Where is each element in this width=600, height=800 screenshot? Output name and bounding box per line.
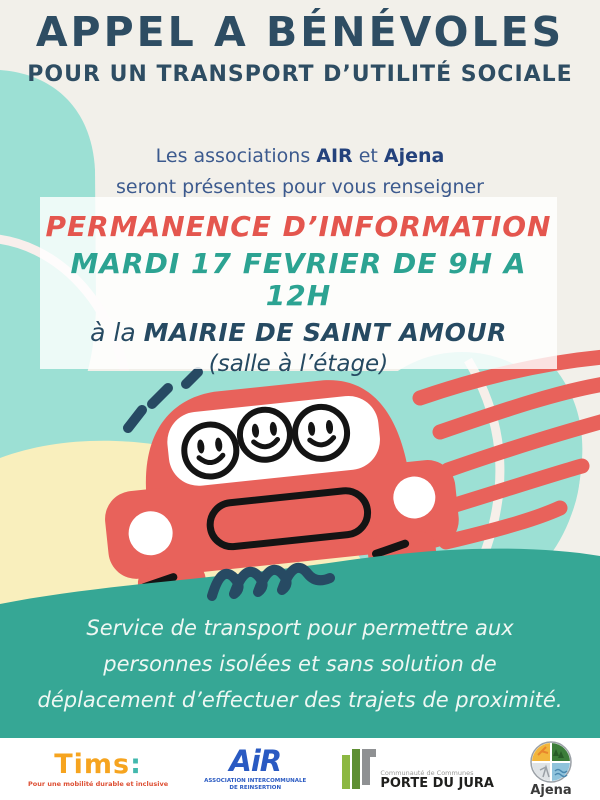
place-name: MAIRIE DE SAINT AMOUR [143,318,507,347]
intro-conjunction: et [352,145,384,167]
org-name-air: AIR [316,145,353,167]
smiley-face-icon [182,422,239,479]
air-tagline-line2: DE REINSERTION [229,785,282,791]
air-logo [204,746,306,792]
tims-dots-icon: : [130,748,142,780]
place-prefix: à la [90,318,144,347]
intro-line-2: seront présentes pour vous renseigner [115,176,484,198]
intro-prefix: Les associations [155,145,317,167]
air-tagline-line1: ASSOCIATION INTERCOMMUNALE [204,778,307,784]
tims-wordmark [54,748,142,780]
service-line-2: personnes isolées et sans solution de [103,652,497,676]
service-line-1: Service de transport pour permettre aux [86,616,514,640]
org-name-ajena: Ajena [383,145,445,167]
footer-logos [0,738,600,800]
porte-du-jura-text [380,769,494,791]
info-place [40,318,557,348]
pdj-name: PORTE DU JURA [380,776,494,791]
air-tagline [204,778,306,792]
tims-name: Tims [54,748,131,780]
tims-tagline: Pour une mobilité durable et inclusive [28,779,169,788]
smiley-face-icon [292,404,349,461]
tims-logo [28,748,169,788]
ajena-icon [530,741,572,783]
poster-subtitle: POUR UN TRANSPORT D’UTILITÉ SOCIALE [27,62,573,87]
intro-line-1 [0,141,600,172]
ajena-name: Ajena [530,783,572,798]
info-date: MARDI 17 FEVRIER DE 9H A 12H [70,247,538,312]
pdj-supertitle: Communauté de Communes [380,769,474,777]
poster-title: APPEL A BÉNÉVOLES [35,8,565,56]
service-description [20,610,580,718]
smiley-face-icon [237,407,292,462]
porte-du-jura-icon [342,747,376,791]
air-wordmark: AiR [229,744,282,778]
info-box [40,197,557,377]
info-detail: (salle à l’étage) [208,351,389,377]
intro-text [0,141,600,203]
service-line-3: déplacement d’effectuer des trajets de proximité. [37,688,563,712]
ajena-logo [530,741,572,797]
porte-du-jura-logo [342,747,494,791]
info-heading: PERMANENCE D’INFORMATION [45,210,552,243]
